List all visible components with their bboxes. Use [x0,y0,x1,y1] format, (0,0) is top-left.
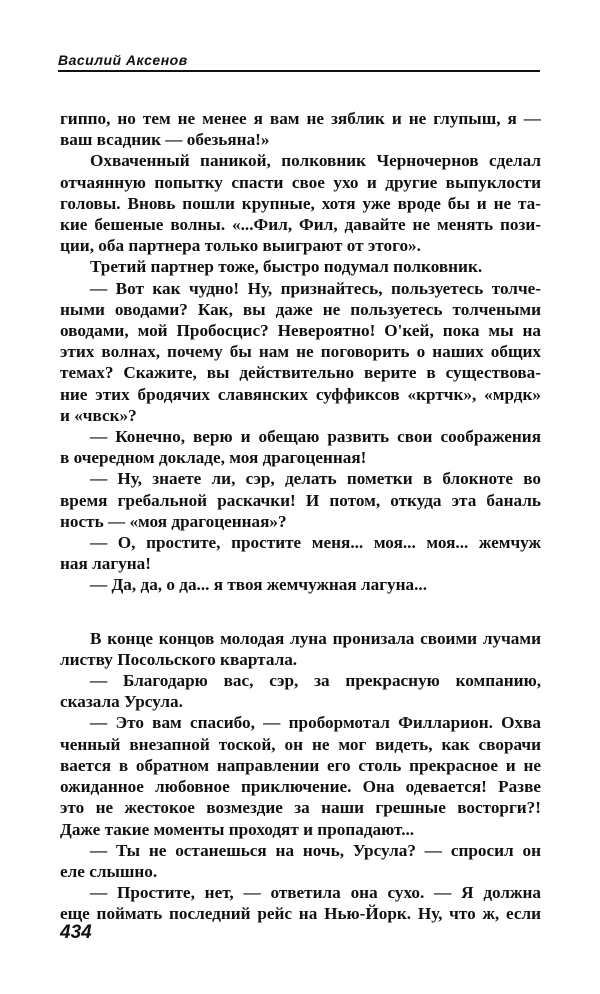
text-line: темах? Скажите, вы действительно верите в существова- [60,363,541,383]
text-line: Третий партнер тоже, быстро подумал полковник. [90,257,483,277]
text-line: — Простите, нет, — ответила она сухо. — Я должна [90,883,541,903]
running-header-author: Василий Аксенов [58,52,188,68]
text-line: еле слышно. [60,861,158,881]
body-text [60,108,541,925]
text-line: ваш всадник — обезьяна!» [60,130,270,150]
text-line: Даже такие моменты проходят и пропадают... [60,819,415,839]
text-line: вается в обратном направлении его столь прекрасное и не [60,755,541,775]
page-number: 434 [60,922,92,943]
text-line: — Конечно, верю и обещаю развить свои соображения [90,427,541,447]
text-line: — Благодарю вас, сэр, за прекрасную компанию, [90,671,541,691]
text-line: этих волнах, почему бы нам не поговорить о наших общих [60,342,541,362]
text-line: ными оводами? Как, вы даже не пользуетесь толчеными [60,299,541,319]
text-line: это не жестокое возмездие за наши грешные восторги?! [60,798,541,818]
text-line: ность — «моя драгоценная»? [60,511,287,531]
text-line: оводами, мой Пробосцис? Невероятно! О'кей, пока мы на [60,321,541,341]
text-line: — Да, да, о да... я твоя жемчужная лагуна... [90,575,428,595]
text-line: — Ты не останешься на ночь, Урсула? — спросил он [90,840,541,860]
text-line: ции, оба партнера только выиграют от этого». [60,236,421,256]
text-line: — Это вам спасибо, — пробормотал Филларион. Охва [90,713,541,733]
text-line: кие бешеные волны. «...Фил, Фил, давайте не менять пози- [60,215,541,235]
text-line: еще поймать последний рейс на Нью-Йорк. Ну, что ж, если [60,904,541,924]
text-line: ние этих бродячих славянских суффиксов «кртчк», «мрдк» [60,384,541,404]
text-line: — Вот как чудно! Ну, признайтесь, пользуетесь толче- [90,278,541,298]
header-rule [58,70,540,72]
text-line: головы. Вновь пошли крупные, хотя уже вроде бы и не та- [60,193,541,213]
text-line: — Ну, знаете ли, сэр, делать пометки в блокноте во [90,469,541,489]
text-line: гиппо, но тем не менее я вам не зяблик и не глупыш, я — [60,109,541,128]
text-line: Охваченный паникой, полковник Черночернов сделал [90,151,541,171]
text-line: листву Посольского квартала. [60,649,298,669]
text-line: и «чвск»? [60,405,137,425]
text-line: время гребальной раскачки! И потом, откуда эта баналь [60,490,541,510]
text-line: сказала Урсула. [60,692,183,712]
text-line: ная лагуна! [60,554,151,574]
text-line: — О, простите, простите меня... моя... моя... жемчуж [90,533,541,553]
section-break [60,596,541,628]
text-line: в очередном докладе, моя драгоценная! [60,448,367,468]
text-line: ченный внезапной тоской, он не мог видеть, как сворачи [60,734,541,754]
text-line: ожиданное любовное приключение. Она одевается! Разве [60,777,541,797]
text-line: отчаянную попытку спасти свое ухо и другие выпуклости [60,172,541,192]
text-line: В конце концов молодая луна пронизала своими лучами [90,628,541,648]
